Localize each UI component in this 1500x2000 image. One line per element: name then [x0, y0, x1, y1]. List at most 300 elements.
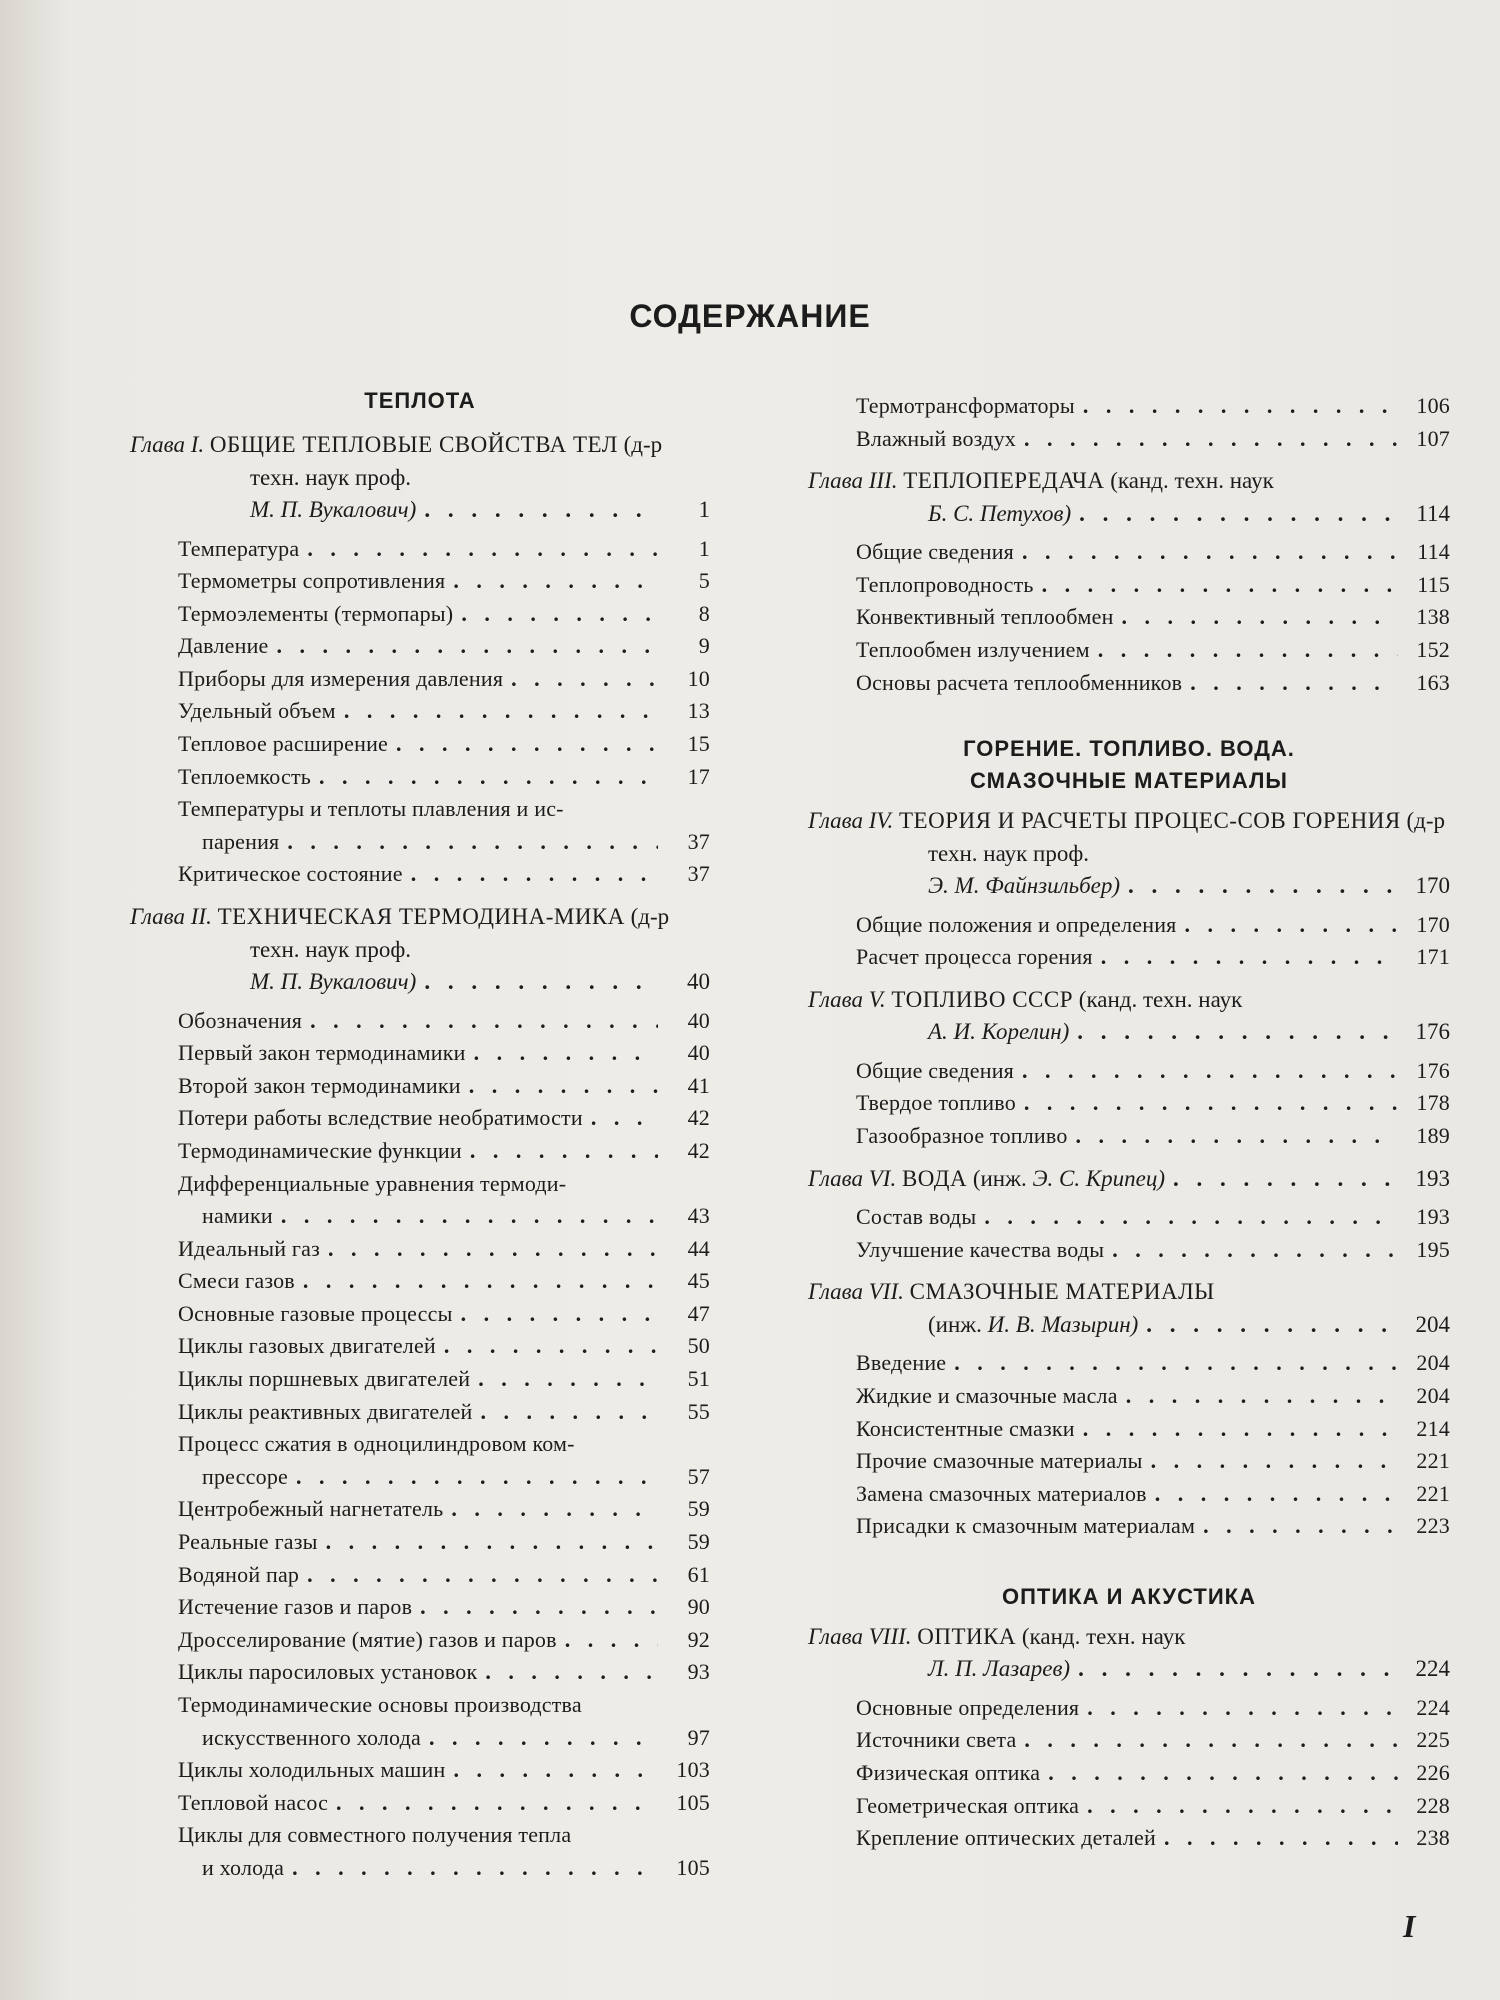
page-ref: 176 — [1416, 1057, 1450, 1083]
leader-dots — [326, 1526, 658, 1559]
toc-entry — [808, 667, 1450, 700]
leader-dots — [344, 695, 658, 728]
leader-dots — [453, 1754, 658, 1787]
chapter-author: Э. М. Файнзильбер) — [928, 873, 1121, 899]
chapter-tail — [928, 870, 1450, 903]
leader-dots — [328, 1233, 658, 1266]
toc-entry-multiline — [130, 1689, 710, 1754]
chapter-tail — [928, 498, 1450, 531]
leader-dots — [1083, 390, 1398, 423]
toc-entry-title: Тепловое расширение — [178, 731, 389, 757]
toc-entry — [130, 761, 710, 794]
leader-dots — [470, 1135, 658, 1168]
toc-entry — [808, 1757, 1450, 1790]
toc-entry — [808, 1478, 1450, 1511]
leader-dots — [281, 1200, 658, 1233]
page-ref: 114 — [1417, 539, 1450, 565]
chapter-title: ТОПЛИВО СССР — [891, 986, 1074, 1012]
toc-entry — [130, 1135, 710, 1168]
chapter-title: ОБЩИЕ ТЕПЛОВЫЕ СВОЙСТВА ТЕЛ — [209, 432, 618, 457]
toc-entry-title-line1: Термодинамические основы производства — [178, 1692, 582, 1717]
chapter-tail — [250, 494, 710, 527]
toc-entry-title: Первый закон термодинамики — [178, 1040, 466, 1066]
toc-entry — [808, 569, 1450, 602]
toc-entry-title: Геометрическая оптика — [856, 1792, 1080, 1818]
toc-entry-title: Общие сведения — [856, 1057, 1014, 1083]
leader-dots — [453, 565, 658, 598]
toc-entry-line2 — [178, 826, 710, 859]
toc-entry-title: Термодинамические функции — [178, 1137, 462, 1163]
leader-dots — [1024, 1724, 1398, 1757]
toc-entry-title: Теплопроводность — [856, 571, 1034, 597]
leader-dots — [984, 1201, 1398, 1234]
leader-dots — [296, 1461, 658, 1494]
leader-dots — [336, 1787, 658, 1820]
page-ref: 204 — [1416, 1382, 1450, 1408]
toc-entry-title: Циклы поршневых двигателей — [178, 1366, 471, 1392]
page-ref: 10 — [687, 665, 710, 691]
toc-entry-title: Улучшение качества воды — [856, 1236, 1105, 1262]
toc-entry-title: Температура — [178, 535, 300, 561]
chapter-tail — [808, 1163, 1450, 1196]
leader-dots — [303, 1265, 658, 1298]
toc-entry-title: Циклы холодильных машин — [178, 1757, 446, 1783]
leader-dots — [1022, 1055, 1398, 1088]
toc-entry-title-line2: прессоре — [202, 1463, 288, 1489]
toc-entry-title-line2: намики — [202, 1203, 273, 1229]
toc-entry-multiline — [130, 1168, 710, 1233]
page-ref: 171 — [1416, 944, 1450, 970]
chapter-2 — [130, 901, 710, 999]
page-ref: 163 — [1416, 669, 1450, 695]
page-ref: 13 — [687, 698, 710, 724]
toc-entry — [130, 663, 710, 696]
chapter-tail — [928, 1309, 1450, 1342]
page-title: СОДЕРЖАНИЕ — [629, 298, 871, 334]
leader-dots — [1203, 1510, 1398, 1543]
page-ref: 50 — [687, 1333, 710, 1359]
page-ref: 1 — [698, 497, 710, 522]
toc-entry-line2 — [178, 1461, 710, 1494]
leader-dots — [1164, 1822, 1398, 1855]
toc-entry-title: Водяной пар — [178, 1561, 300, 1587]
chapter-tail — [928, 1016, 1450, 1049]
page-ref: 40 — [687, 969, 710, 995]
toc-entry-title: Циклы паросиловых установок — [178, 1659, 478, 1685]
toc-entry-title: Термоэлементы (термопары) — [178, 600, 454, 626]
leader-dots — [424, 966, 658, 999]
leader-dots — [1190, 667, 1398, 700]
toc-entry-title: Тепловой насос — [178, 1789, 329, 1815]
toc-entry-title: Источники света — [856, 1727, 1017, 1753]
left-column — [130, 385, 710, 1885]
page-ref: 55 — [687, 1398, 710, 1424]
leader-dots — [1042, 569, 1398, 602]
page-ref: 61 — [687, 1561, 710, 1587]
toc-entry-title-line1: Температуры и теплоты плавления и ис- — [178, 796, 564, 822]
toc-entry — [808, 1380, 1450, 1413]
leader-dots — [1101, 941, 1398, 974]
leader-dots — [1079, 498, 1398, 531]
leader-dots — [1185, 909, 1398, 942]
toc-entry — [130, 565, 710, 598]
toc-entry-title: Идеальный газ — [178, 1235, 320, 1261]
page-ref: 238 — [1416, 1825, 1450, 1851]
leader-dots — [485, 1656, 658, 1689]
toc-entry-line2 — [178, 1722, 710, 1755]
toc-entry — [130, 858, 710, 891]
toc-entry — [808, 1822, 1450, 1855]
toc-entry-title: Теплообмен излучением — [856, 636, 1090, 662]
page-ref: 59 — [687, 1529, 710, 1555]
page-ref: 204 — [1415, 1311, 1450, 1337]
toc-entry-title: Общие сведения — [856, 539, 1014, 565]
page-ref: 204 — [1416, 1350, 1450, 1376]
section-heading-optics: ОПТИКА И АКУСТИКА — [1002, 1583, 1256, 1609]
leader-dots — [591, 1102, 658, 1135]
page-ref: 103 — [676, 1757, 710, 1783]
toc-entry-title: Прочие смазочные материалы — [856, 1448, 1143, 1474]
toc-entry-title: Циклы реактивных двигателей — [178, 1398, 473, 1424]
toc-entry — [130, 1005, 710, 1038]
page-ref: 8 — [698, 600, 710, 626]
toc-entry — [130, 1396, 710, 1429]
toc-entry — [130, 1037, 710, 1070]
chapter-author: И. В. Мазырин) — [987, 1311, 1139, 1337]
toc-entry — [130, 1656, 710, 1689]
leader-dots — [478, 1363, 658, 1396]
leader-dots — [1128, 870, 1398, 903]
leader-dots — [1083, 1413, 1398, 1446]
leader-dots — [411, 858, 658, 891]
toc-entry — [808, 1087, 1450, 1120]
page-ref: 178 — [1416, 1090, 1450, 1116]
toc-entry — [808, 536, 1450, 569]
toc-entry-title: Давление — [178, 633, 269, 659]
toc-entry-title: Расчет процесса горения — [856, 944, 1093, 970]
toc-entry-title: Твердое топливо — [856, 1090, 1016, 1116]
chapter-label: Глава II. — [130, 904, 212, 930]
leader-dots — [511, 663, 658, 696]
page-number: I — [1403, 1908, 1416, 1944]
leader-dots — [1076, 1120, 1398, 1153]
leader-dots — [1122, 601, 1398, 634]
page-ref: 59 — [687, 1496, 710, 1522]
leader-dots — [1087, 1790, 1398, 1823]
page-ref: 45 — [687, 1268, 710, 1294]
toc-entry — [130, 1591, 710, 1624]
chapter-tail — [250, 966, 710, 999]
leader-dots — [1022, 536, 1398, 569]
chapter-credit: (канд. техн. наук — [1110, 468, 1274, 494]
chapter-5 — [808, 984, 1450, 1049]
page-ref: 105 — [676, 1854, 710, 1880]
leader-dots — [1151, 1445, 1398, 1478]
toc-entry — [130, 1493, 710, 1526]
chapter-4 — [808, 805, 1450, 903]
toc-entry — [130, 1559, 710, 1592]
leader-dots — [1155, 1478, 1398, 1511]
toc-entry-title: Смеси газов — [178, 1268, 295, 1294]
page-ref: 176 — [1415, 1019, 1450, 1045]
page-ref: 17 — [687, 763, 710, 789]
toc-entry-title-line2: искусственного холода — [202, 1724, 421, 1750]
chapter-credit: (канд. техн. наук — [1021, 1623, 1186, 1649]
toc-entry-multiline — [130, 1819, 710, 1884]
toc-entry — [130, 1265, 710, 1298]
page-ref: 214 — [1416, 1415, 1450, 1441]
leader-dots — [1146, 1309, 1398, 1342]
toc-entry — [808, 1055, 1450, 1088]
chapter-6 — [808, 1163, 1450, 1196]
page-ref: 105 — [676, 1789, 710, 1815]
page-ref: 9 — [698, 633, 710, 659]
leader-dots — [307, 1559, 658, 1592]
toc-entry-title: Обозначения — [178, 1007, 303, 1033]
chapter-label: Глава III. — [808, 468, 898, 494]
toc-entry-title: Дросселирование (мятие) газов и паров — [178, 1626, 557, 1652]
page-ref: 51 — [687, 1366, 710, 1392]
chapter-label: Глава I. — [130, 432, 205, 457]
toc-entry — [808, 1790, 1450, 1823]
toc-entry — [808, 941, 1450, 974]
chapter-title: ТЕХНИЧЕСКАЯ ТЕРМОДИНА-МИКА — [217, 904, 625, 930]
chapter-label: Глава VII. — [808, 1279, 904, 1305]
chapter-credit: (инж. — [972, 1165, 1027, 1191]
chapter-label: Глава VIII. — [808, 1623, 912, 1649]
toc-entry-title-line1: Процесс сжатия в одноцилиндровом ком- — [178, 1431, 575, 1457]
page-ref: 193 — [1416, 1204, 1450, 1230]
toc-entry-multiline — [130, 793, 710, 858]
toc-entry — [808, 1692, 1450, 1725]
leader-dots — [1024, 1087, 1398, 1120]
toc-entry-title-line2: и холода — [202, 1854, 285, 1880]
section-heading-combustion — [808, 733, 1450, 797]
toc-entry-title: Приборы для измерения давления — [178, 665, 504, 691]
toc-entry-title: Термотрансформаторы — [856, 393, 1075, 418]
page-ref: 138 — [1416, 604, 1450, 630]
toc-entry-title: Основные газовые процессы — [178, 1300, 453, 1326]
leader-dots — [469, 1070, 658, 1103]
page-ref: 221 — [1416, 1480, 1450, 1506]
toc-entry-title: Крепление оптических деталей — [856, 1825, 1156, 1851]
page-ref: 195 — [1416, 1236, 1450, 1262]
page-ref: 57 — [687, 1463, 710, 1489]
page-ref: 42 — [687, 1105, 710, 1131]
page-ref: 47 — [687, 1300, 710, 1326]
page-ref: 93 — [687, 1659, 710, 1685]
chapter-author: М. П. Вукалович) — [250, 497, 417, 522]
page-ref: 170 — [1415, 873, 1450, 899]
page-ref: 97 — [687, 1724, 710, 1750]
chapter-author: Б. С. Петухов) — [928, 500, 1072, 526]
toc-entry-title: Реальные газы — [178, 1529, 318, 1555]
toc-entry — [808, 1445, 1450, 1478]
leader-dots — [292, 1852, 658, 1885]
page-ref: 152 — [1416, 636, 1450, 662]
toc-entry — [130, 695, 710, 728]
toc-entry — [808, 1413, 1450, 1446]
toc-entry — [808, 909, 1450, 942]
page-ref: 226 — [1416, 1760, 1450, 1786]
page-ref: 106 — [1416, 393, 1450, 418]
page-ref: 193 — [1415, 1165, 1450, 1191]
chapter-author: М. П. Вукалович) — [250, 969, 417, 995]
toc-entry — [808, 423, 1450, 456]
toc-entry — [808, 1510, 1450, 1543]
leader-dots — [461, 598, 658, 631]
leader-dots — [474, 1037, 658, 1070]
chapter-credit: (канд. техн. наук — [1078, 986, 1243, 1012]
leader-dots — [1173, 1163, 1398, 1196]
leader-dots — [481, 1396, 658, 1429]
page-ref: 5 — [698, 568, 710, 594]
page-ref: 224 — [1416, 1694, 1450, 1720]
section-heading-heat: ТЕПЛОТА — [364, 388, 476, 413]
page-ref: 189 — [1416, 1123, 1450, 1149]
chapter-1-items — [130, 533, 710, 892]
toc-entry — [130, 1754, 710, 1787]
chapter-author: А. И. Корелин) — [928, 1019, 1070, 1045]
toc-entry — [130, 1624, 710, 1657]
leader-dots — [319, 761, 658, 794]
leader-dots — [420, 1591, 658, 1624]
leader-dots — [287, 826, 658, 859]
leader-dots — [424, 494, 658, 527]
chapter-author: Л. П. Лазарев) — [928, 1656, 1071, 1682]
chapter-label: Глава VI. — [808, 1165, 897, 1191]
toc-entry-title-line1: Дифференциальные уравнения термоди- — [178, 1170, 567, 1196]
toc-entry — [808, 1201, 1450, 1234]
leader-dots — [1098, 634, 1398, 667]
toc-entry-title: Теплоемкость — [178, 763, 312, 789]
chapter-title: ОПТИКА — [917, 1623, 1017, 1649]
chapter-2-items — [130, 1005, 710, 1885]
page-ref: 40 — [687, 1007, 710, 1033]
page-ref: 225 — [1416, 1727, 1450, 1753]
toc-entry — [130, 1298, 710, 1331]
leader-dots — [277, 630, 658, 663]
toc-entry-title: Истечение газов и паров — [178, 1594, 413, 1620]
toc-entry — [130, 1233, 710, 1266]
chapter-credit: (д-р техн. наук проф. — [928, 808, 1446, 866]
leader-dots — [1112, 1234, 1398, 1267]
toc-entry — [808, 390, 1450, 423]
chapter-1 — [130, 429, 710, 527]
toc-entry — [808, 1347, 1450, 1380]
leader-dots — [461, 1298, 658, 1331]
chapter-title: ТЕОРИЯ И РАСЧЕТЫ ПРОЦЕС-СОВ ГОРЕНИЯ — [899, 808, 1401, 834]
toc-entry — [808, 1120, 1450, 1153]
leader-dots — [310, 1005, 658, 1038]
page-ref: 221 — [1416, 1448, 1450, 1474]
toc-entry-title: Циклы газовых двигателей — [178, 1333, 436, 1359]
toc-entry-title: Удельный объем — [178, 698, 336, 724]
page-ref: 115 — [1417, 571, 1450, 597]
page-ref: 42 — [687, 1137, 710, 1163]
chapter-3 — [808, 465, 1450, 530]
toc-entry-title: Потери работы вследствие необратимости — [178, 1105, 583, 1131]
toc-entry-title: Влажный воздух — [856, 425, 1016, 451]
chapter-8 — [808, 1621, 1450, 1686]
right-column — [808, 390, 1450, 1855]
leader-dots — [451, 1493, 658, 1526]
toc-entry-title: Состав воды — [856, 1204, 977, 1230]
toc-entry-title: Основные определения — [856, 1694, 1080, 1720]
leader-dots — [444, 1330, 658, 1363]
toc-entry — [130, 728, 710, 761]
page-ref: 15 — [687, 731, 710, 757]
toc-entry — [130, 533, 710, 566]
page-ref: 223 — [1416, 1513, 1450, 1539]
toc-entry — [130, 1330, 710, 1363]
toc-entry-title: Основы расчета теплообменников — [856, 669, 1183, 695]
page-ref: 37 — [687, 861, 710, 887]
leader-dots — [565, 1624, 658, 1657]
page-ref: 40 — [687, 1040, 710, 1066]
toc-entry — [808, 1724, 1450, 1757]
leader-dots — [1024, 423, 1398, 456]
chapter-title: ВОДА — [901, 1165, 968, 1191]
page-ref: 44 — [687, 1235, 710, 1261]
toc-entry-title-line2: парения — [202, 828, 280, 854]
toc-entry-line2 — [178, 1852, 710, 1885]
chapter-credit: (д-р техн. наук проф. — [250, 904, 670, 962]
toc-entry-title: Второй закон термодинамики — [178, 1072, 461, 1098]
page-ref: 114 — [1416, 500, 1450, 526]
chapter-author: Э. С. Крипец) — [1032, 1165, 1166, 1191]
page-ref: 228 — [1416, 1792, 1450, 1818]
toc-entry — [808, 634, 1450, 667]
leader-dots — [307, 533, 658, 566]
page-ref: 170 — [1416, 911, 1450, 937]
toc-entry-title: Общие положения и определения — [856, 911, 1177, 937]
chapter-tail — [928, 1653, 1450, 1686]
page-ref: 41 — [687, 1072, 710, 1098]
toc-entry — [130, 1363, 710, 1396]
toc-entry — [130, 630, 710, 663]
toc-entry-title: Жидкие и смазочные масла — [856, 1382, 1118, 1408]
toc-entry-line2 — [178, 1200, 710, 1233]
leader-dots — [1087, 1692, 1398, 1725]
page-ref: 92 — [687, 1626, 710, 1652]
toc-entry-title: Термометры сопротивления — [178, 568, 446, 594]
toc-entry — [808, 601, 1450, 634]
page-ref: 224 — [1415, 1656, 1450, 1682]
toc-entry-multiline — [130, 1428, 710, 1493]
chapter-label: Глава V. — [808, 986, 886, 1012]
page-ref: 107 — [1416, 425, 1450, 451]
chapter-credit: (инж. — [928, 1311, 982, 1337]
chapter-title: ТЕПЛОПЕРЕДАЧА — [903, 468, 1105, 494]
leader-dots — [1126, 1380, 1398, 1413]
leader-dots — [1048, 1757, 1398, 1790]
toc-entry — [130, 1070, 710, 1103]
toc-entry-title: Замена смазочных материалов — [856, 1480, 1147, 1506]
chapter-7 — [808, 1276, 1450, 1341]
toc-entry-title: Консистентные смазки — [856, 1415, 1075, 1441]
toc-entry — [808, 1234, 1450, 1267]
page-ref: 90 — [687, 1594, 710, 1620]
toc-entry — [130, 1102, 710, 1135]
toc-entry — [130, 1526, 710, 1559]
toc-entry-title-line1: Циклы для совместного получения тепла — [178, 1822, 572, 1848]
section-heading-line1: ГОРЕНИЕ. ТОПЛИВО. ВОДА. — [963, 736, 1295, 762]
toc-entry-title: Физическая оптика — [856, 1760, 1041, 1786]
leader-dots — [954, 1347, 1398, 1380]
toc-entry — [130, 1787, 710, 1820]
toc-entry-title: Критическое состояние — [178, 861, 403, 887]
